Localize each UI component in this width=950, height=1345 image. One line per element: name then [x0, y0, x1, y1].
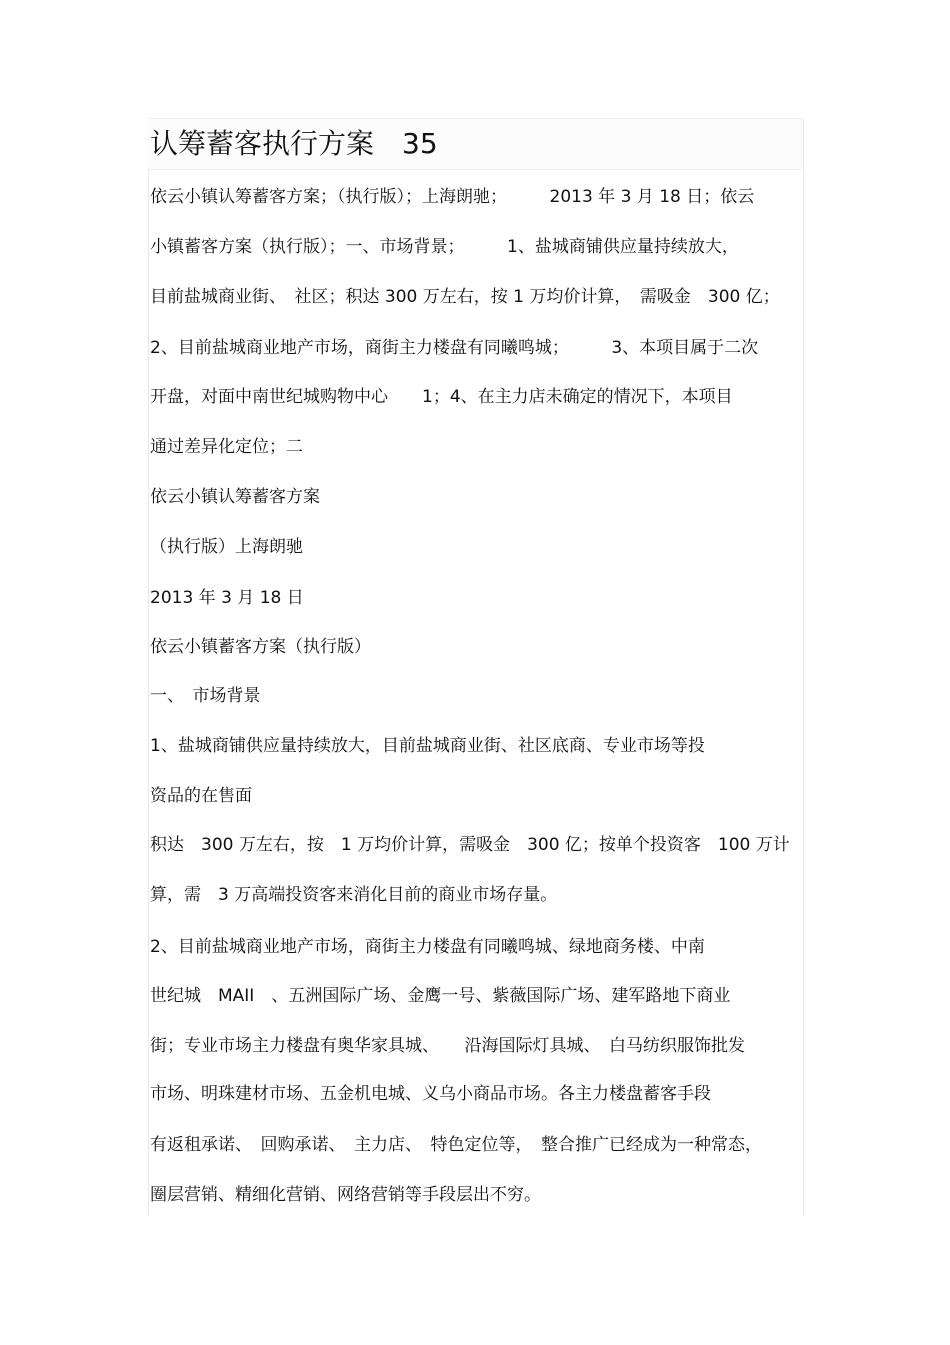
text-line-17: 世纪城 MAII 、五洲国际广场、金鹰一号、紫薇国际广场、建军路地下商业	[150, 986, 731, 1006]
text-line-19: 市场、明珠建材市场、五金机电城、义乌小商品市场。各主力楼盘蓄客手段	[150, 1084, 711, 1104]
text-line-8: （执行版）上海朗驰	[150, 537, 303, 557]
text-line-20: 有返租承诺、 回购承诺、 主力店、 特色定位等， 整合推广已经成为一种常态，	[150, 1135, 762, 1155]
text-line-4: 2、目前盐城商业地产市场，商街主力楼盘有同曦鸣城； 3、本项目属于二次	[150, 338, 759, 358]
text-line-3: 目前盐城商业街、 社区；积达 300 万左右，按 1 万均价计算， 需吸金 300 亿；	[150, 287, 780, 307]
text-line-18: 街；专业市场主力楼盘有奥华家具城、 沿海国际灯具城、 白马纺织服饰批发	[150, 1036, 745, 1056]
text-line-12: 1、盐城商铺供应量持续放大，目前盐城商业街、社区底商、专业市场等投	[150, 736, 705, 756]
text-line-11: 一、 市场背景	[150, 686, 261, 706]
text-line-16: 2、目前盐城商业地产市场，商街主力楼盘有同曦鸣城、绿地商务楼、中南	[150, 937, 705, 957]
text-line-2: 小镇蓄客方案（执行版）；一、市场背景； 1、盐城商铺供应量持续放大，	[150, 237, 739, 257]
document-title: 认筹蓄客执行方案 35	[150, 127, 438, 160]
text-line-14: 积达 300 万左右，按 1 万均价计算，需吸金 300 亿；按单个投资客 100 万计	[150, 835, 790, 855]
text-line-10: 依云小镇蓄客方案（执行版）	[150, 637, 371, 657]
text-line-7: 依云小镇认筹蓄客方案	[150, 487, 320, 507]
text-line-5: 开盘，对面中南世纪城购物中心 1；4、在主力店未确定的情况下，本项目	[150, 387, 733, 407]
text-line-21: 圈层营销、精细化营销、网络营销等手段层出不穷。	[150, 1185, 541, 1205]
text-line-6: 通过差异化定位；二	[150, 437, 303, 457]
text-line-9: 2013 年 3 月 18 日	[150, 588, 304, 608]
text-line-13: 资品的在售面	[150, 786, 252, 806]
text-line-1: 依云小镇认筹蓄客方案；（执行版）；上海朗驰； 2013 年 3 月 18 日；依云	[150, 187, 755, 207]
text-line-15: 算，需 3 万高端投资客来消化目前的商业市场存量。	[150, 885, 558, 905]
